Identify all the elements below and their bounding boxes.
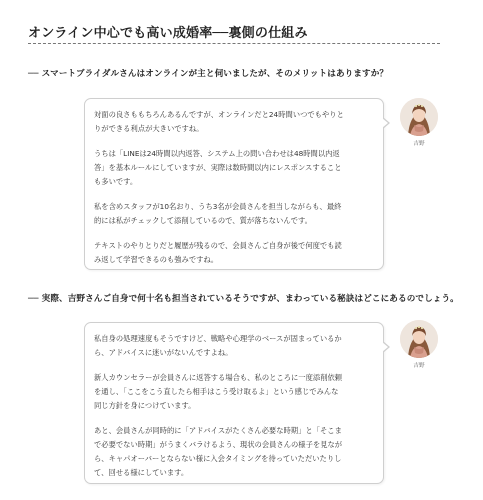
- bubble-tail: [383, 117, 390, 129]
- title-divider: [28, 43, 440, 44]
- interview-question: ── スマートブライダルさんはオンラインが主と伺いましたが、そのメリットはありますか？: [28, 69, 389, 79]
- interview-question: ── 実際、吉野さんご自身で何十名も担当されているそうですが、まわっている秘訣はどこにあるのでしょう。: [28, 294, 459, 304]
- bubble-tail: [383, 341, 390, 353]
- speaker-name: 吉野: [413, 141, 425, 147]
- answer-paragraph: 新人カウンセラーが会員さんに返答する場合も、私のところに一度添削依頼 を通し、「ここをこう直したら相手はこう受け取るよ」という感じでみんな 同じ方針を身につけています。: [94, 373, 343, 410]
- answer-paragraph: 対面の良さももちろんあるんですが、オンラインだと24時間いつでもやりと りができる利点が大きいですね。: [94, 110, 344, 133]
- answer-paragraph: 私自身の処理速度もそうですけど、戦略や心理学のベースが固まっているか ら、アドバイスに迷いがないんですよね。: [94, 334, 342, 357]
- answer-paragraph: テキストのやりとりだと履歴が残るので、会員さんご自身が後で何度でも読 み返して学習できるのも強みですね。: [94, 241, 342, 264]
- speaker-profile: [397, 98, 441, 147]
- answer-speech-bubble: [84, 322, 384, 484]
- page-title: オンライン中心でも高い成婚率──裏側の仕組み: [28, 26, 308, 41]
- speaker-profile: [397, 320, 441, 369]
- avatar: [400, 320, 438, 358]
- avatar: [400, 98, 438, 136]
- answer-paragraph: うちは「LINEは24時間以内返答、システム上の問い合わせは48時間以内返 答」を基本ルールにしていますが、実際は数時間以内にレスポンスすること も多いです。: [94, 149, 342, 186]
- speaker-name: 吉野: [413, 363, 425, 369]
- answer-paragraph: あと、会員さんが同時的に「アドバイスがたくさん必要な時期」と「そこま で必要でない時期」がうまくバラけるよう、現状の会員さんの様子を見なが ら、キャパオーバーとならない様に入会タイミングを待っていただいたりし て、回せる様にしています。: [94, 426, 343, 477]
- answer-paragraph: 私を含めスタッフが10名おり、うち3名が会員さんを担当しながらも、最終 的には私がチェックして添削しているので、質が落ちないんです。: [94, 202, 342, 225]
- answer-speech-bubble: [84, 98, 384, 270]
